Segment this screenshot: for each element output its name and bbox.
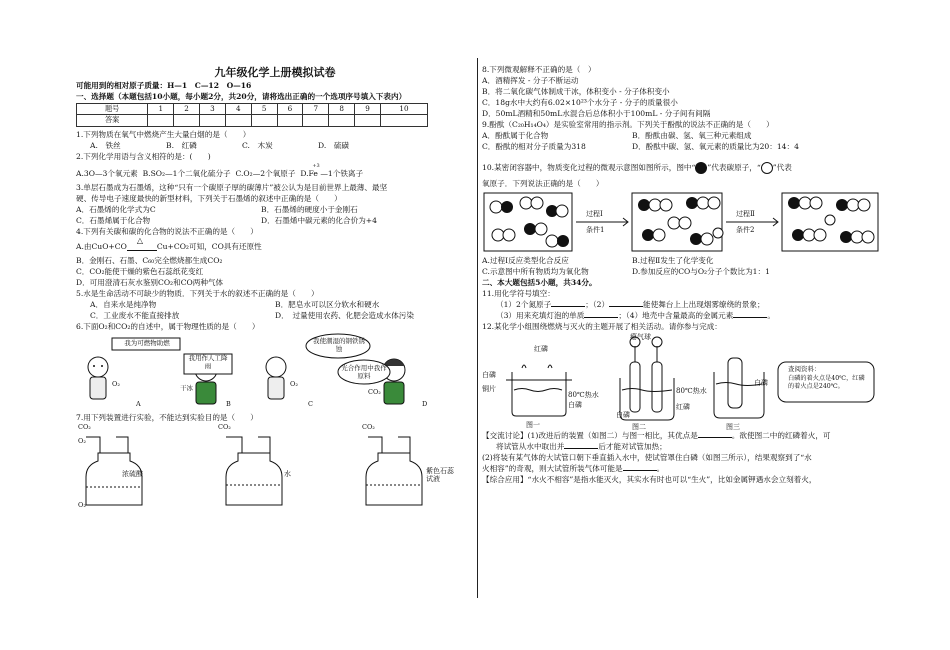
q6-opt-a[interactable]: A: [136, 399, 141, 408]
q10-box-2: [632, 193, 723, 251]
q3-option-b[interactable]: B．石墨烯的硬度小于金刚石: [261, 204, 358, 214]
q12-fig3-label-white-p: 白磷: [754, 379, 768, 387]
q12-p1c: 将试管从水中取出并: [496, 442, 565, 451]
q1-stem: 1.下列物质在氧气中燃烧产生大量白烟的是（ ）: [76, 129, 251, 139]
q12-fig2-caption: 图二: [632, 423, 646, 431]
q2-option-a[interactable]: A.3O—3个氧元素: [76, 168, 138, 178]
q12-para-1b: [482, 441, 882, 452]
q7-o2-b: O₂: [78, 500, 86, 509]
table-cell: 8: [329, 104, 355, 115]
table-cell: 6: [277, 104, 303, 115]
q6-label-b: 干冰: [180, 383, 193, 392]
q10-condition-2: 条件2: [736, 226, 755, 234]
q3-option-c[interactable]: C．石墨烯属于化合物: [76, 215, 151, 225]
q6-label-a: O₂: [112, 379, 120, 388]
answer-cell[interactable]: [251, 115, 277, 126]
q6-stem: 6.下面O₂和CO₂的自述中，属于物理性质的是（ ）: [76, 321, 260, 331]
q8-option-c[interactable]: C．18g水中大约有6.02×10²³个水分子 - 分子的质量很小: [482, 98, 678, 107]
q9-options-cd: [482, 141, 882, 152]
answer-cell[interactable]: [200, 115, 226, 126]
q10-box-1: [484, 193, 572, 251]
carbon-atom-icon: [695, 162, 707, 174]
q6-caption-a: 我为可燃物助燃: [124, 338, 170, 347]
q10-figure: [482, 189, 882, 255]
q12-p1a: 【交流讨论】(1)改进后的装置（如图二）与图一相比，其优点是: [482, 431, 698, 440]
q4-stem: 4.下列有关碳和碳的化合物的说法不正确的是（ ）: [76, 226, 258, 236]
table-cell: 1: [148, 104, 174, 115]
q3-options-ab: [76, 204, 474, 215]
right-column: [482, 64, 882, 485]
q5-option-c[interactable]: C．工业废水不能直接排放: [90, 310, 180, 320]
q12-fig1-beaker: [506, 365, 572, 416]
q6-opt-b[interactable]: B: [226, 399, 231, 408]
q12-fig2-tubes: [620, 337, 674, 420]
q11-blank-3[interactable]: [584, 310, 618, 318]
q6-label-c: O₂: [290, 379, 298, 388]
q5-option-b[interactable]: B．肥皂水可以区分软水和硬水: [275, 299, 380, 309]
answer-cell[interactable]: [225, 115, 251, 126]
q10-condition-1: 条件1: [586, 226, 605, 234]
q10-stem-pre: 10.某密闭容器中，物质变化过程的微观示意图如图所示，图中“: [482, 163, 696, 172]
q7-figure: [76, 423, 474, 513]
q12-fig1-label-red-p: 红磷: [534, 345, 548, 353]
q12-fig2-label-red-p: 红磷: [676, 403, 690, 411]
q12-p2b: 火相容”的奇观，则大试管所装气体可能是: [482, 464, 623, 473]
answer-table: [76, 103, 428, 127]
q12-fig1-label-water: 80℃热水: [568, 391, 599, 399]
q12-p2c: 。: [656, 464, 665, 473]
q11-end: 。: [767, 311, 775, 320]
q10-stem: [482, 162, 882, 174]
q7-o2-a: O₂: [78, 436, 86, 445]
q8-option-d[interactable]: D．50mL酒精和50mL水混合后总体积小于100mL - 分子间有间隔: [482, 109, 711, 118]
q10-stem-post: ”代表: [772, 163, 792, 172]
q10-stem-2: 氧原子．下列说法正确的是（ ）: [482, 179, 604, 188]
q10-box-3: [782, 193, 878, 251]
q12-fig2-label-white-p: 白磷: [616, 411, 630, 419]
q12-para-2: (2)将装有某气体的大试管口朝下垂直插入水中，使试管罩住白磷（如图三所示），结果观察到了“水: [482, 453, 812, 462]
q5-stem: 5.水是生命活动不可缺少的物质．下列关于水的叙述不正确的是（ ）: [76, 288, 319, 298]
q2-option-b[interactable]: B.SO₂—1个二氧化硫分子: [142, 168, 231, 178]
q12-fig3-caption: 图三: [726, 423, 740, 431]
q2-stem: 2.下列化学用语与含义相符的是：( ): [76, 151, 211, 161]
table-cell: 9: [355, 104, 381, 115]
q4-option-a[interactable]: [76, 236, 474, 252]
q12-p1d: 后才能对试管加热；: [598, 442, 667, 451]
q11-blank-2[interactable]: [609, 299, 643, 307]
q9-option-a[interactable]: A．酚酞属于化合物: [482, 131, 549, 140]
q9-option-d[interactable]: D．酚酞中碳、氢、氧元素的质量比为20：14：4: [632, 142, 799, 151]
q5-options-cd: [76, 310, 474, 321]
q12-fig2-label-water: 80℃热水: [676, 387, 707, 395]
answer-table-header-row: [77, 104, 428, 115]
q9-option-c[interactable]: C．酚酞的相对分子质量为318: [482, 142, 586, 151]
table-label: 题号: [77, 104, 148, 115]
answer-cell[interactable]: [380, 115, 427, 126]
q6-opt-d[interactable]: D: [422, 399, 428, 408]
q3-stem-1: 3.单层石墨成为石墨烯，这种“只有一个碳原子厚的碳薄片”被公认为是目前世界上最薄、最坚: [76, 182, 388, 192]
q12-para-2b: [482, 463, 882, 474]
q5-options-ab: [76, 299, 474, 310]
q11-part4: ；（4）地壳中含量最高的金属元素: [618, 311, 734, 320]
q12-fig1-label-white-p: 白磷: [482, 371, 496, 379]
q10-stem-mid: ”代表碳原子，“: [707, 163, 761, 172]
q7-bottle-b: [226, 437, 282, 505]
q7-stem: 7.用下列装置进行实验，不能达到实验目的是（ ）: [76, 412, 258, 422]
q3-options-cd: [76, 215, 474, 226]
q2-options: [76, 162, 474, 179]
q2-option-d[interactable]: [300, 162, 364, 178]
table-cell: 2: [174, 104, 200, 115]
q10-option-b[interactable]: B.过程Ⅱ发生了化学变化: [632, 256, 714, 265]
answer-cell[interactable]: [277, 115, 303, 126]
q2-option-c[interactable]: C.O₂—2个氧原子: [235, 168, 296, 178]
q11-part2-desc: 能使舞台上上出现烟雾缭绕的景象；: [643, 300, 765, 309]
table-cell: 4: [225, 104, 251, 115]
q7-label-b: 水: [284, 469, 291, 478]
q1-option-d[interactable]: D. 硫磺: [318, 140, 350, 150]
q10-options-ab: [482, 255, 882, 266]
q12-stem: 12.某化学小组围绕燃烧与灭火的主题开展了相关活动。请你参与完成：: [482, 322, 722, 331]
q11-line-1: [482, 299, 882, 310]
q10-option-c[interactable]: C.示意图中所有物质均为氧化物: [482, 267, 589, 276]
answer-cell[interactable]: [329, 115, 355, 126]
q9-option-b[interactable]: B．酚酞由碳、氢、氧三种元素组成: [632, 131, 752, 140]
q12-fig2-label-balloon: 瘪气球: [630, 333, 651, 341]
q12-figure: [482, 332, 882, 430]
q4-option-a-post: Cu+CO₂可知，CO具有还原性: [156, 241, 262, 251]
q7-bottle-c: [366, 437, 422, 505]
q8-stem: 8.下列微观解释不正确的是（ ）: [482, 65, 596, 74]
q12-note-body: 白磷的着火点是40℃，红磷的着火点是240℃。: [788, 375, 865, 390]
q5-option-a[interactable]: A．自来水是纯净物: [90, 299, 157, 309]
heat-symbol: △: [136, 236, 143, 246]
atomic-masses: 可能用到的相对原子质量：H—1 C—12 O—16: [76, 81, 252, 90]
q12-para-1: [482, 430, 882, 441]
q8-option-a[interactable]: A．酒精挥发 - 分子不断运动: [482, 76, 579, 85]
answer-cell[interactable]: [174, 115, 200, 126]
table-cell: 10: [380, 104, 427, 115]
q11-blank-4[interactable]: [733, 310, 767, 318]
q12-note-title: 查阅资料：: [788, 365, 821, 373]
q2-option-d-text: D.Fe —1个铁离子: [300, 168, 364, 178]
q7-apparatus-svg: [76, 423, 474, 513]
q9-stem: 9.酚酞（C₂₀H₁₄O₄）是实验室常用的指示剂。下列关于酚酞的说法不正确的是（ ）: [482, 120, 774, 129]
q12-fig1-caption: 图一: [526, 421, 540, 429]
q1-option-c[interactable]: C. 木炭: [242, 140, 273, 150]
left-column: [76, 80, 474, 513]
q11-part2: ；（2）: [585, 300, 610, 309]
q10-diagram-svg: [482, 189, 882, 255]
q6-caption-d: 光合作用中我作原料: [341, 363, 387, 380]
q5-option-d[interactable]: D． 过量使用农药、化肥会造成水体污染: [275, 310, 414, 320]
q10-option-a[interactable]: A.过程Ⅰ反应类型化合反应: [482, 256, 569, 265]
q12-blank-3[interactable]: [623, 463, 657, 471]
q12-para-3: 【综合应用】“水火不相容”是指水能灭火，其实水有时也可以“生火”，比如金属钾遇水会立刻着火，: [482, 475, 817, 484]
section1-heading: 一、选择题（本题包括10小题，每小题2分，共20分，请将选出正确的一个选项序号填入下表内）: [76, 92, 407, 101]
q1-option-a[interactable]: A. 铁丝: [90, 140, 121, 150]
q12-blank-2[interactable]: [564, 441, 598, 449]
table-cell: 7: [303, 104, 329, 115]
q4-option-d[interactable]: D．可用澄清石灰水鉴别CO₂和CO两种气体: [76, 277, 224, 287]
table-cell: 3: [200, 104, 226, 115]
q11-part1: （1）2个氮原子: [496, 300, 552, 309]
table-cell: 5: [251, 104, 277, 115]
fe-charge: +3: [312, 162, 320, 169]
q10-process-2: 过程Ⅱ: [736, 210, 755, 218]
q1-options: [76, 140, 474, 151]
q4-option-a-pre: A.由CuO+CO: [76, 241, 127, 251]
answer-cell[interactable]: [303, 115, 329, 126]
q7-label-c: 紫色石蕊试液: [426, 466, 454, 484]
q11-stem: 11.用化学符号填空：: [482, 289, 555, 298]
table-label: 答案: [77, 115, 148, 126]
q8-option-b[interactable]: B．将二氧化碳气体制成干冰，体积变小 - 分子体积变小: [482, 87, 670, 96]
q10-process-1: 过程Ⅰ: [586, 210, 603, 218]
q4-option-c[interactable]: C．CO₂能使干燥的紫色石蕊纸花变红: [76, 266, 204, 276]
q7-label-a: 浓硫酸: [122, 469, 143, 478]
q3-stem-2: 硬、传导电子速度最快的新型材料，下列关于石墨烯的叙述中正确的是（ ）: [76, 193, 342, 203]
q6-label-d: CO₂: [368, 387, 381, 396]
q12-p1b: 。欲使图二中的红磷着火，可: [731, 431, 831, 440]
answer-cell[interactable]: [355, 115, 381, 126]
q3-option-d[interactable]: D．石墨烯中碳元素的化合价为+4: [261, 215, 377, 225]
q6-opt-c[interactable]: C: [308, 399, 313, 408]
exam-title: 九年级化学上册模拟试卷: [214, 66, 336, 79]
section2-heading: 二、本大题包括5小题，共34分。: [482, 278, 597, 287]
q7-gas-c: CO₂: [362, 422, 375, 431]
q1-option-b[interactable]: B. 红磷: [166, 140, 197, 150]
column-divider: [477, 58, 478, 598]
answer-cell[interactable]: [148, 115, 174, 126]
q6-caption-b: 我用作人工降雨: [188, 353, 228, 370]
q12-fig1-label-copper: 铜片: [482, 385, 496, 393]
q12-fig1-label-white-p-2: 白磷: [568, 401, 582, 409]
reaction-arrow: [127, 236, 157, 251]
q7-gas-a: CO₂: [78, 422, 91, 431]
q11-line-2: [482, 310, 882, 321]
q4-option-b[interactable]: B．金刚石、石墨、C₆₀完全燃烧都生成CO₂: [76, 255, 223, 265]
answer-table-answer-row: [77, 115, 428, 126]
q6-figure: [76, 332, 474, 412]
oxygen-atom-icon: [761, 162, 773, 174]
q6-caption-c: 我使潮湿的钢铁锈蚀: [313, 336, 365, 353]
q10-option-d[interactable]: D.参加反应的CO与O₂分子个数比为1：1: [632, 267, 770, 276]
q9-options-ab: [482, 130, 882, 141]
q11-blank-1[interactable]: [551, 299, 585, 307]
q3-option-a[interactable]: A．石墨烯的化学式为C: [76, 204, 156, 214]
q7-gas-b: CO₂: [218, 422, 231, 431]
q10-options-cd: [482, 266, 882, 277]
q11-part3: （3）用来充填灯泡的单质: [496, 311, 585, 320]
